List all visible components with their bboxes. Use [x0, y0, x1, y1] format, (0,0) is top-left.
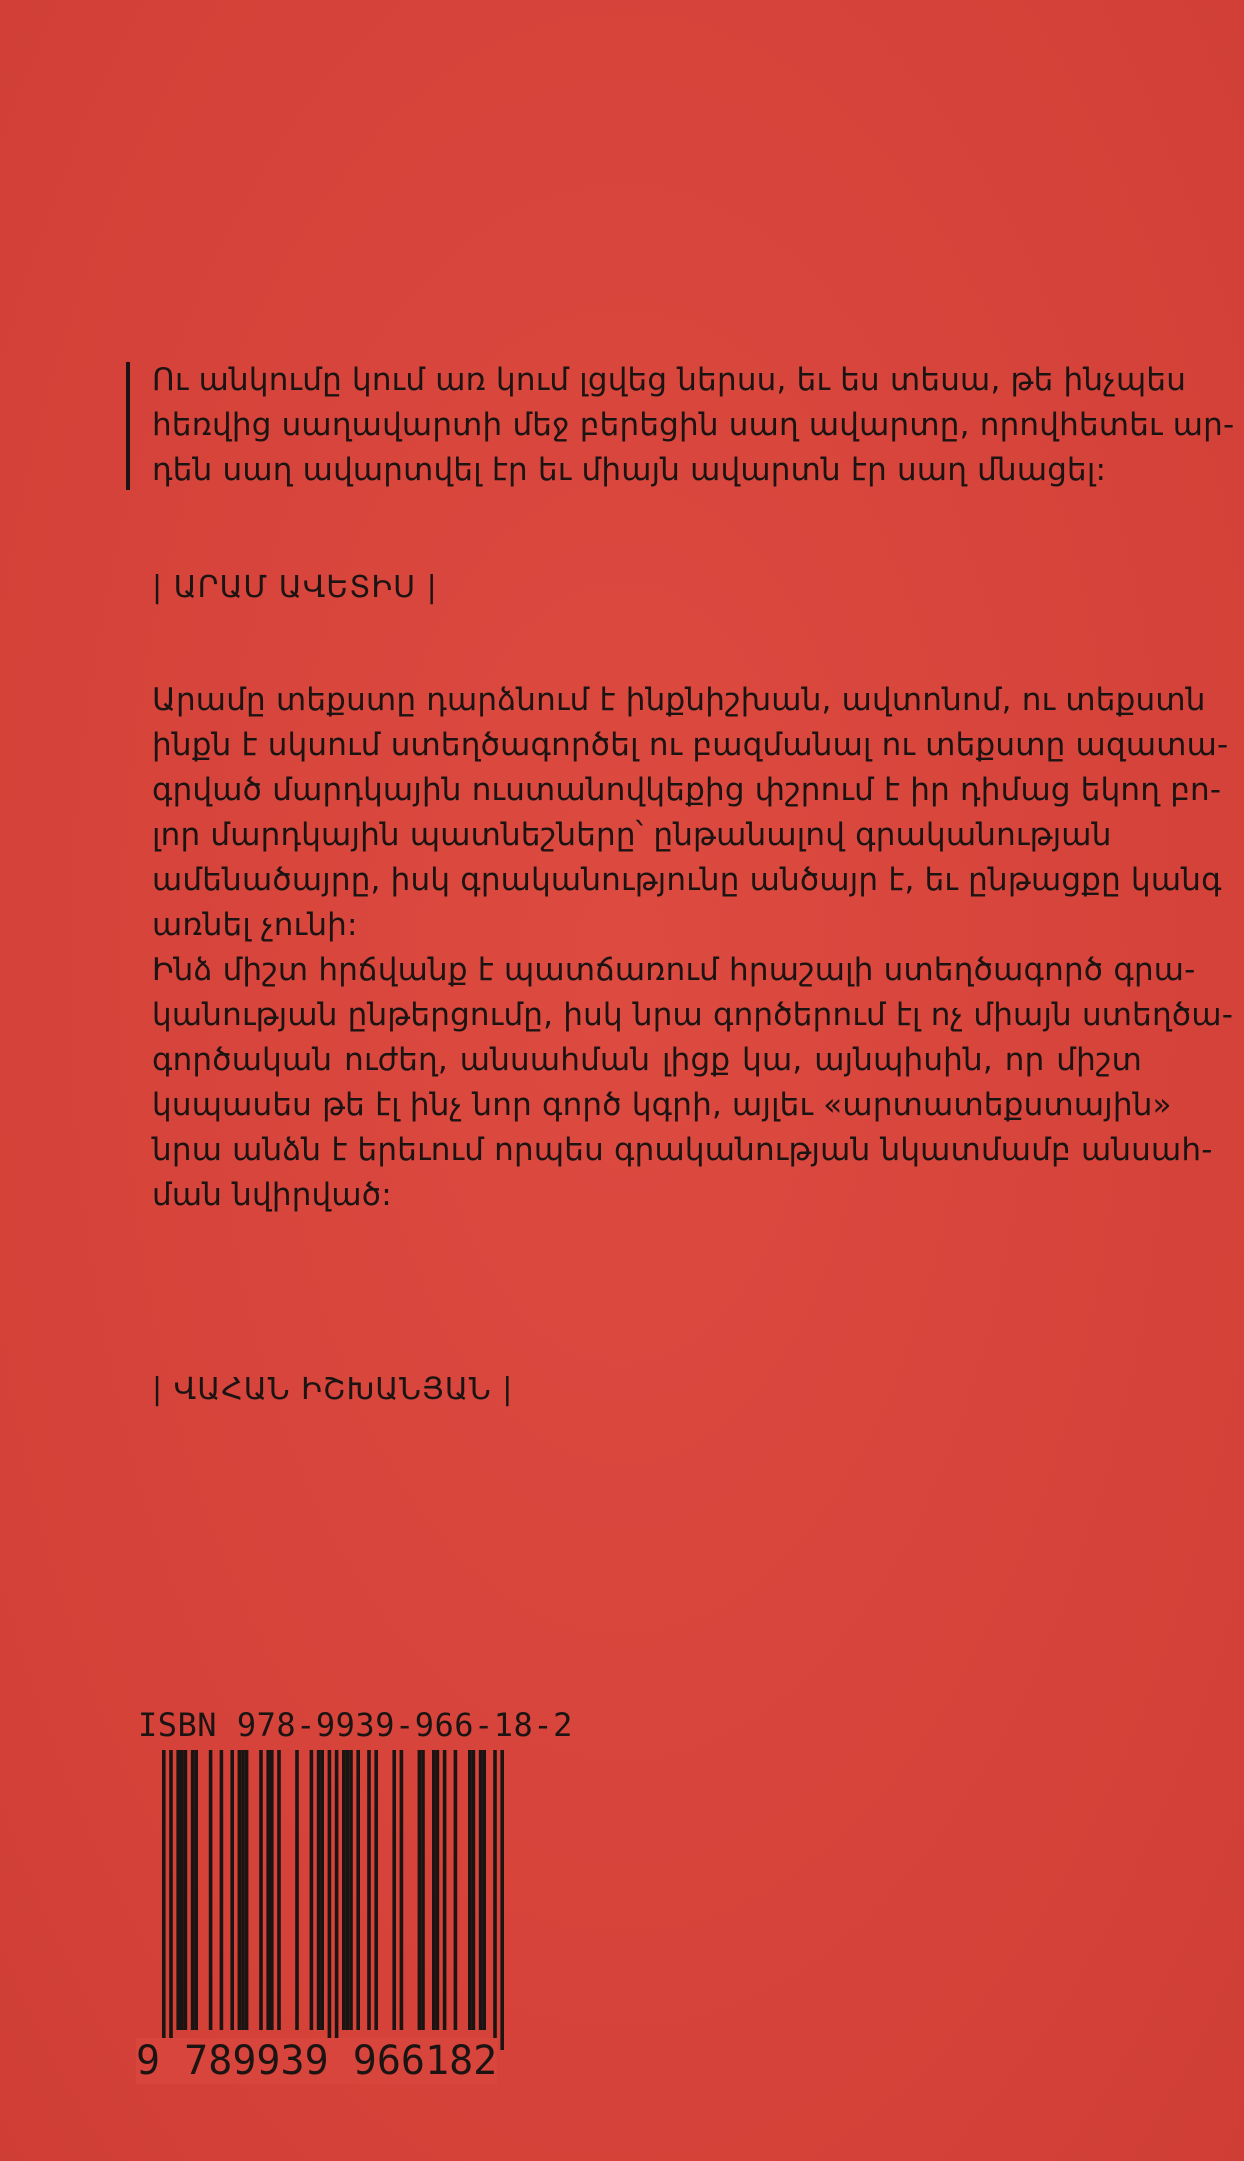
barcode-bar — [421, 1750, 425, 2030]
author-aram-avetis: | ԱՐԱՄ ԱՎԵՏԻՍ | — [152, 570, 438, 605]
quote-line: Ինձ միշտ հրճվանք է պատճառում հրաշալի ստեղծագործ գրա- — [152, 952, 1196, 988]
barcode-bar — [418, 1750, 422, 2030]
quote-line: դեն սաղ ավարտվել էր եւ միայն ավարտն էր սաղ մնացել: — [152, 452, 1107, 488]
barcode-bar — [436, 1750, 440, 2030]
isbn-label: ISBN 978-9939-966-18-2 — [138, 1706, 573, 1744]
barcode-bar — [392, 1750, 396, 2030]
barcode-bar — [209, 1750, 213, 2030]
barcode-bar — [259, 1750, 263, 2030]
barcode-bar — [317, 1750, 321, 2030]
barcode-bar — [349, 1750, 353, 2030]
quote-line: լոր մարդկային պատնեշները՝ ընթանալով գրականության — [152, 817, 1112, 853]
barcode-digits: 9 789939 966182 — [136, 2038, 498, 2084]
barcode-bar — [432, 1750, 436, 2030]
barcode-bar — [270, 1750, 274, 2030]
quote-bar — [126, 362, 130, 490]
barcode-bar — [180, 1750, 184, 2030]
barcode-bar — [230, 1750, 234, 2030]
barcode-bar — [482, 1750, 486, 2030]
quote-line: ման նվիրված: — [152, 1177, 392, 1213]
barcode-bar — [346, 1750, 350, 2030]
barcode-bar — [266, 1750, 270, 2030]
barcode-bar — [335, 1750, 339, 2050]
author-vahan-ishkhanyan: | ՎԱՀԱՆ ԻՇԽԱՆՅԱՆ | — [152, 1372, 514, 1407]
barcode-bar — [169, 1750, 173, 2050]
quote-line: Արամը տեքստը դարձնում է ինքնիշխան, ավտոնոմ, ու տեքստն — [152, 682, 1206, 718]
quote-line: նրա անձն է երեւում որպես գրականության նկատմամբ անսահ- — [152, 1132, 1213, 1168]
barcode-bar — [454, 1750, 458, 2030]
quote-line: հեռվից սաղավարտի մեջ բերեցին սաղ ավարտը, որովհետեւ ար- — [152, 407, 1235, 443]
barcode-bar — [245, 1750, 249, 2030]
quote-vahan-ishkhanyan — [152, 678, 1234, 1218]
barcode-bar — [176, 1750, 180, 2030]
quote-line: Ու անկումը կում առ կում լցվեց ներսս, եւ ես տեսա, թե ինչպես — [152, 362, 1187, 398]
barcode-bar — [443, 1750, 447, 2030]
barcode-bar — [238, 1750, 242, 2030]
barcode-bar — [472, 1750, 476, 2030]
barcode-bars — [136, 1750, 556, 2050]
barcode-bar — [500, 1750, 504, 2050]
barcode-bar — [191, 1750, 195, 2030]
barcode-bar — [356, 1750, 360, 2030]
barcode-bar — [184, 1750, 188, 2030]
quote-line: ամենածայրը, իսկ գրականությունը անծայր է, եւ ընթացքը կանգ — [152, 862, 1222, 898]
barcode-bar — [241, 1750, 245, 2030]
barcode-bar — [400, 1750, 404, 2030]
barcode-bar — [162, 1750, 166, 2050]
barcode-bar — [479, 1750, 483, 2030]
barcode-bar — [342, 1750, 346, 2030]
quote-line: գործական ուժեղ, անսահման լիցք կա, այնպիսին, որ միշտ — [152, 1042, 1142, 1078]
barcode-bar — [328, 1750, 332, 2050]
barcode-bar — [320, 1750, 324, 2030]
barcode-bar — [310, 1750, 314, 2030]
barcode-bar — [468, 1750, 472, 2030]
quote-line: առնել չունի: — [152, 907, 358, 943]
barcode-bar — [194, 1750, 198, 2030]
barcode-bar — [220, 1750, 224, 2030]
quote-line: կսպասես թե էլ ինչ նոր գործ կգրի, այլեւ «արտատեքստային» — [152, 1087, 1172, 1123]
barcode-bar — [277, 1750, 281, 2030]
barcode-bar — [493, 1750, 497, 2050]
barcode-bar — [374, 1750, 378, 2030]
quote-aram-avetis — [152, 358, 1235, 493]
barcode-bar — [367, 1750, 371, 2030]
quote-line: կանության ընթերցումը, իսկ նրա գործերում էլ ոչ միայն ստեղծա- — [152, 997, 1234, 1033]
quote-line: գրված մարդկային ուստանովկեքից փշրում է իր դիմաց եկող բո- — [152, 772, 1222, 808]
barcode-bar — [295, 1750, 299, 2030]
quote-line: ինքն է սկսում ստեղծագործել ու բազմանալ ու տեքստը ազատա- — [152, 727, 1229, 763]
